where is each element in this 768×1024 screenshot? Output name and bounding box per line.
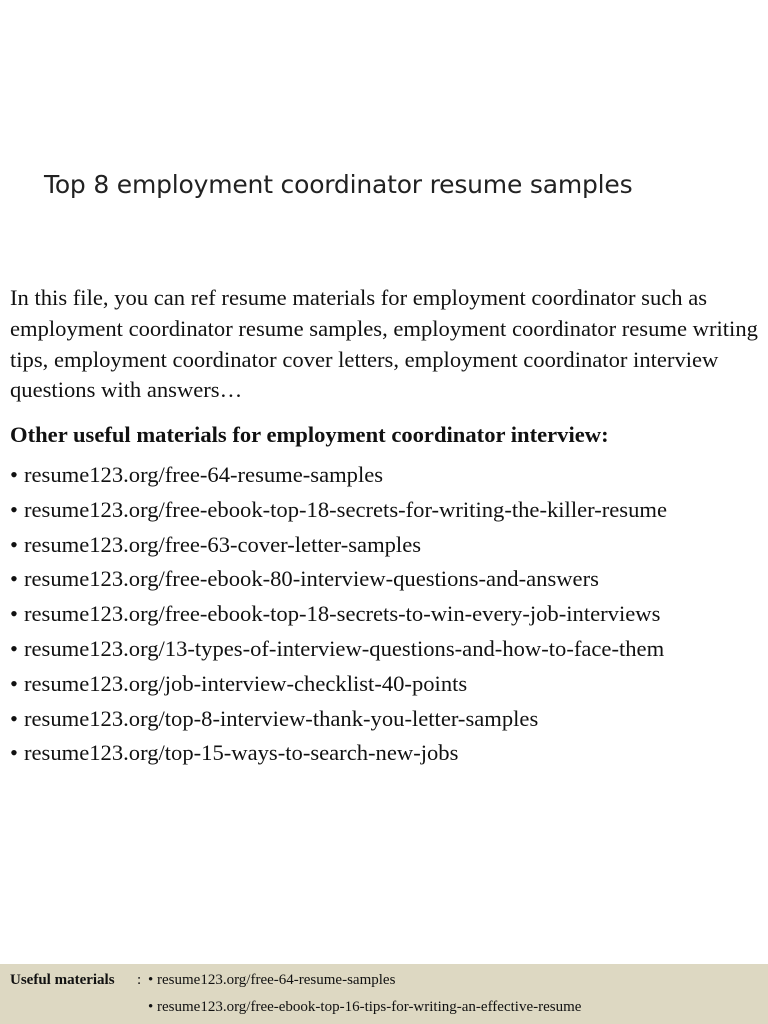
bullet-icon: •: [10, 462, 18, 487]
material-link[interactable]: resume123.org/top-15-ways-to-search-new-jobs: [24, 740, 459, 766]
list-item: [10, 702, 667, 737]
material-link[interactable]: resume123.org/13-types-of-interview-questions-and-how-to-face-them: [24, 635, 665, 661]
bullet-icon: •: [10, 496, 18, 522]
material-link[interactable]: resume123.org/free-64-resume-samples: [24, 462, 384, 487]
bullet-icon: •: [148, 999, 154, 1015]
bullet-icon: •: [10, 566, 18, 592]
list-item: [10, 562, 667, 597]
bullet-icon: •: [10, 740, 18, 766]
material-link[interactable]: resume123.org/free-ebook-80-interview-questions-and-answers: [24, 566, 599, 592]
material-link[interactable]: resume123.org/free-63-cover-letter-samples: [24, 531, 422, 557]
list-item: [10, 493, 667, 528]
list-item: [10, 736, 667, 771]
footer-bar: [0, 964, 768, 1024]
bullet-icon: •: [10, 670, 18, 696]
bullet-icon: •: [10, 601, 18, 627]
bullet-icon: •: [10, 635, 18, 661]
footer-link[interactable]: resume123.org/free-64-resume-samples: [157, 972, 396, 988]
footer-item: [148, 972, 395, 989]
page-title: Top 8 employment coordinator resume samples: [44, 170, 633, 199]
material-link[interactable]: resume123.org/top-8-interview-thank-you-letter-samples: [24, 705, 539, 731]
list-item: [10, 458, 667, 493]
list-item: [10, 632, 667, 667]
list-item: [10, 597, 667, 632]
bullet-icon: •: [148, 972, 154, 988]
list-item: [10, 528, 667, 563]
list-item: [10, 667, 667, 702]
materials-list: [10, 458, 667, 771]
material-link[interactable]: resume123.org/job-interview-checklist-40-points: [24, 670, 468, 696]
material-link[interactable]: resume123.org/free-ebook-top-18-secrets-for-writing-the-killer-resume: [24, 496, 667, 522]
bullet-icon: •: [10, 705, 18, 731]
intro-paragraph: In this file, you can ref resume materials for employment coordinator such as employment coordinator resume samples, employment coordinator resume writing tips, employment coordinator cover letters, employment coordinator interview questions with answers…: [10, 285, 758, 403]
footer-link[interactable]: resume123.org/free-ebook-top-16-tips-for-writing-an-effective-resume: [157, 999, 582, 1015]
footer-label: Useful materials: [10, 972, 115, 988]
materials-heading: Other useful materials for employment coordinator interview:: [10, 422, 609, 447]
bullet-icon: •: [10, 531, 18, 557]
footer-item: [148, 999, 581, 1016]
material-link[interactable]: resume123.org/free-ebook-top-18-secrets-to-win-every-job-interviews: [24, 601, 661, 627]
footer-separator: :: [137, 972, 142, 988]
